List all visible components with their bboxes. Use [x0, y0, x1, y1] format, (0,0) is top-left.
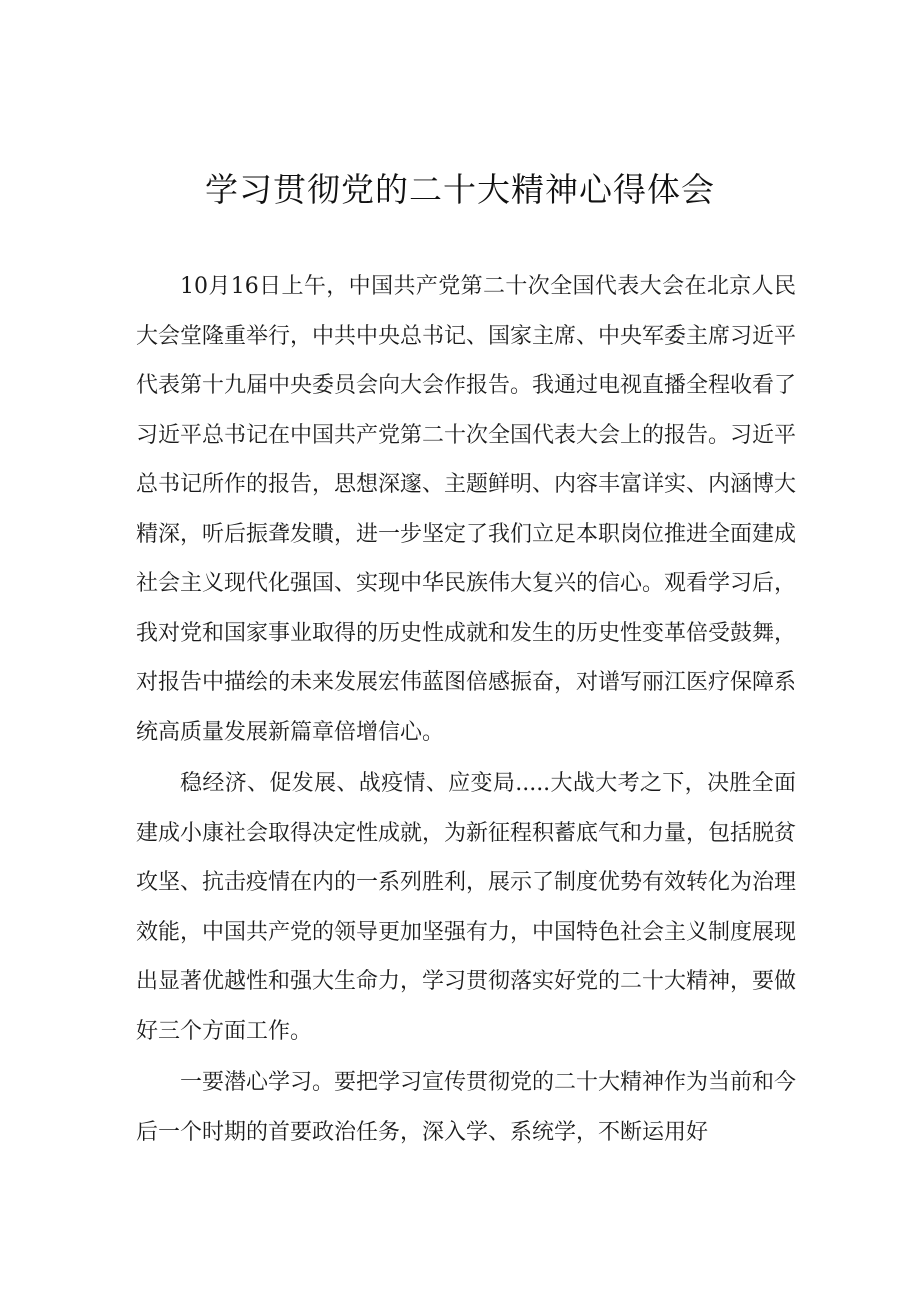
- paragraph: 稳经济、促发展、战疫情、应变局.....大战大考之下，决胜全面建成小康社会取得决定性成就，为新征程积蓄底气和力量，包括脱贫攻坚、抗击疫情在内的一系列胜利，展示了制度优势有效转化为治理效能，中国共产党的领导更加坚强有力，中国特色社会主义制度展现出显著优越性和强大生命力，学习贯彻落实好党的二十大精神，要做好三个方面工作。: [136, 771, 797, 1044]
- document-title: 学习贯彻党的二十大精神心得体会: [205, 170, 715, 209]
- document-body: [136, 262, 796, 1157]
- paragraph: 一要潜心学习。要把学习宣传贯彻党的二十大精神作为当前和今后一个时期的首要政治任务，深入学、系统学，不断运用好: [136, 1070, 797, 1145]
- paragraph: 10月16日上午，中国共产党第二十次全国代表大会在北京人民大会堂隆重举行，中共中央总书记、国家主席、中央军委主席习近平代表第十九届中央委员会向大会作报告。我通过电视直播全程收看了习近平总书记在中国共产党第二十次全国代表大会上的报告。习近平总书记所作的报告，思想深邃、主题鲜明、内容丰富详实、内涵博大精深，听后振聋发瞶，进一步坚定了我们立足本职岗位推进全面建成社会主义现代化强国、实现中华民族伟大复兴的信心。观看学习后，我对党和国家事业取得的历史性成就和发生的历史性变革倍受鼓舞，对报告中描绘的未来发展宏伟蓝图倍感振奋，对谱写丽江医疗保障系统高质量发展新篇章倍增信心。: [136, 274, 797, 745]
